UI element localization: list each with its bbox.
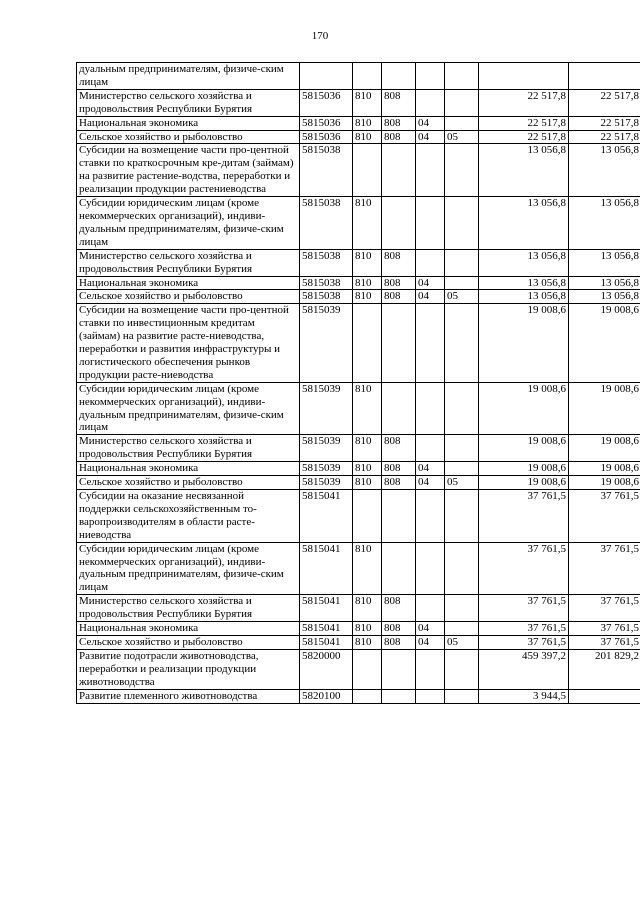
table-row — [77, 144, 640, 197]
expense-type-cell: 808 — [382, 89, 416, 116]
section-cell: 04 — [416, 116, 445, 130]
amount-2-cell: 22 517,8 — [569, 89, 640, 116]
target-code-cell: 5815039 — [300, 382, 353, 435]
table-row — [77, 382, 640, 435]
target-code-cell: 5815039 — [300, 462, 353, 476]
expense-type-cell: 808 — [382, 476, 416, 490]
table-row — [77, 622, 640, 636]
table-row — [77, 249, 640, 276]
amount-1-cell: 13 056,8 — [479, 249, 569, 276]
ministry-code-cell — [353, 689, 382, 703]
expense-type-cell: 808 — [382, 249, 416, 276]
section-cell: 04 — [416, 290, 445, 304]
ministry-code-cell — [353, 144, 382, 197]
subsection-cell — [445, 689, 479, 703]
amount-1-cell: 22 517,8 — [479, 130, 569, 144]
amount-2-cell: 19 008,6 — [569, 304, 640, 382]
target-code-cell: 5815038 — [300, 276, 353, 290]
ministry-code-cell: 810 — [353, 435, 382, 462]
section-cell — [416, 649, 445, 689]
table-row — [77, 130, 640, 144]
item-name-cell: Развитие племенного животноводства — [77, 689, 300, 703]
section-cell: 04 — [416, 622, 445, 636]
amount-1-cell: 37 761,5 — [479, 490, 569, 543]
amount-2-cell: 13 056,8 — [569, 197, 640, 250]
target-code-cell: 5815038 — [300, 249, 353, 276]
amount-2-cell: 13 056,8 — [569, 144, 640, 197]
amount-1-cell: 13 056,8 — [479, 276, 569, 290]
section-cell: 04 — [416, 635, 445, 649]
item-name-cell: Национальная экономика — [77, 622, 300, 636]
ministry-code-cell — [353, 304, 382, 382]
subsection-cell — [445, 622, 479, 636]
amount-1-cell — [479, 63, 569, 90]
expense-type-cell: 808 — [382, 130, 416, 144]
amount-2-cell: 13 056,8 — [569, 290, 640, 304]
item-name-cell: Министерство сельского хозяйства и продовольствия Республики Бурятия — [77, 435, 300, 462]
amount-1-cell: 13 056,8 — [479, 144, 569, 197]
expense-type-cell — [382, 542, 416, 595]
section-cell — [416, 595, 445, 622]
expense-type-cell: 808 — [382, 622, 416, 636]
ministry-code-cell: 810 — [353, 290, 382, 304]
target-code-cell: 5815036 — [300, 89, 353, 116]
ministry-code-cell: 810 — [353, 130, 382, 144]
section-cell — [416, 89, 445, 116]
ministry-code-cell: 810 — [353, 197, 382, 250]
subsection-cell — [445, 63, 479, 90]
expense-type-cell — [382, 649, 416, 689]
amount-1-cell: 37 761,5 — [479, 595, 569, 622]
target-code-cell: 5815039 — [300, 304, 353, 382]
ministry-code-cell: 810 — [353, 622, 382, 636]
amount-1-cell: 13 056,8 — [479, 197, 569, 250]
amount-2-cell: 19 008,6 — [569, 462, 640, 476]
table-row — [77, 542, 640, 595]
ministry-code-cell — [353, 63, 382, 90]
expense-type-cell: 808 — [382, 276, 416, 290]
amount-2-cell — [569, 689, 640, 703]
subsection-cell — [445, 435, 479, 462]
subsection-cell — [445, 144, 479, 197]
ministry-code-cell: 810 — [353, 476, 382, 490]
target-code-cell: 5815038 — [300, 197, 353, 250]
section-cell — [416, 689, 445, 703]
amount-2-cell — [569, 63, 640, 90]
ministry-code-cell: 810 — [353, 542, 382, 595]
item-name-cell: дуальным предпринимателям, физиче-ским лицам — [77, 63, 300, 90]
target-code-cell: 5815041 — [300, 622, 353, 636]
expense-type-cell: 808 — [382, 462, 416, 476]
target-code-cell: 5820000 — [300, 649, 353, 689]
subsection-cell — [445, 490, 479, 543]
target-code-cell: 5820100 — [300, 689, 353, 703]
ministry-code-cell — [353, 490, 382, 543]
expense-type-cell — [382, 490, 416, 543]
expense-type-cell: 808 — [382, 635, 416, 649]
target-code-cell: 5815039 — [300, 435, 353, 462]
amount-1-cell: 13 056,8 — [479, 290, 569, 304]
subsection-cell — [445, 249, 479, 276]
section-cell: 04 — [416, 276, 445, 290]
ministry-code-cell: 810 — [353, 595, 382, 622]
section-cell — [416, 144, 445, 197]
section-cell — [416, 542, 445, 595]
subsection-cell — [445, 595, 479, 622]
item-name-cell: Субсидии юридическим лицам (кроме некоммерческих организаций), индиви-дуальным предпринимателям, физиче-ским лицам — [77, 197, 300, 250]
amount-2-cell: 37 761,5 — [569, 542, 640, 595]
amount-2-cell: 19 008,6 — [569, 476, 640, 490]
subsection-cell — [445, 304, 479, 382]
expense-type-cell: 808 — [382, 595, 416, 622]
ministry-code-cell: 810 — [353, 116, 382, 130]
section-cell — [416, 382, 445, 435]
ministry-code-cell: 810 — [353, 89, 382, 116]
amount-1-cell: 37 761,5 — [479, 635, 569, 649]
section-cell — [416, 63, 445, 90]
amount-2-cell: 37 761,5 — [569, 490, 640, 543]
expense-type-cell: 808 — [382, 435, 416, 462]
subsection-cell — [445, 276, 479, 290]
subsection-cell: 05 — [445, 130, 479, 144]
section-cell — [416, 249, 445, 276]
table-body — [77, 63, 640, 704]
amount-1-cell: 19 008,6 — [479, 382, 569, 435]
ministry-code-cell: 810 — [353, 276, 382, 290]
amount-1-cell: 22 517,8 — [479, 89, 569, 116]
expense-type-cell — [382, 144, 416, 197]
item-name-cell: Сельское хозяйство и рыболовство — [77, 476, 300, 490]
item-name-cell: Сельское хозяйство и рыболовство — [77, 290, 300, 304]
table-row — [77, 276, 640, 290]
item-name-cell: Субсидии на оказание несвязанной поддержки сельскохозяйственным то-варопроизводителям в области расте-ниеводства — [77, 490, 300, 543]
section-cell — [416, 197, 445, 250]
table-row — [77, 689, 640, 703]
target-code-cell: 5815041 — [300, 595, 353, 622]
amount-1-cell: 19 008,6 — [479, 435, 569, 462]
target-code-cell: 5815041 — [300, 490, 353, 543]
subsection-cell — [445, 462, 479, 476]
target-code-cell: 5815036 — [300, 130, 353, 144]
subsection-cell: 05 — [445, 476, 479, 490]
amount-2-cell: 13 056,8 — [569, 276, 640, 290]
section-cell: 04 — [416, 130, 445, 144]
amount-2-cell: 19 008,6 — [569, 435, 640, 462]
item-name-cell: Развитие подотрасли животноводства, переработки и реализации продукции животноводства — [77, 649, 300, 689]
amount-2-cell: 37 761,5 — [569, 595, 640, 622]
section-cell: 04 — [416, 462, 445, 476]
section-cell — [416, 435, 445, 462]
target-code-cell: 5815036 — [300, 116, 353, 130]
subsection-cell — [445, 382, 479, 435]
item-name-cell: Национальная экономика — [77, 276, 300, 290]
amount-2-cell: 13 056,8 — [569, 249, 640, 276]
page-number: 170 — [311, 30, 329, 42]
item-name-cell: Национальная экономика — [77, 462, 300, 476]
table-row — [77, 490, 640, 543]
expense-type-cell — [382, 197, 416, 250]
subsection-cell — [445, 542, 479, 595]
expense-type-cell — [382, 63, 416, 90]
target-code-cell: 5815039 — [300, 476, 353, 490]
expense-type-cell — [382, 382, 416, 435]
amount-1-cell: 19 008,6 — [479, 462, 569, 476]
item-name-cell: Субсидии на возмещение части про-центной ставки по инвестиционным кредитам (займам) на развитие расте-ниеводства, переработки и развития инфраструктуры и логистического обеспечения рынков продукции расте-ниеводства — [77, 304, 300, 382]
amount-1-cell: 19 008,6 — [479, 476, 569, 490]
section-cell — [416, 304, 445, 382]
amount-2-cell: 37 761,5 — [569, 622, 640, 636]
budget-table — [76, 62, 640, 704]
expense-type-cell — [382, 689, 416, 703]
subsection-cell — [445, 649, 479, 689]
section-cell: 04 — [416, 476, 445, 490]
subsection-cell — [445, 116, 479, 130]
ministry-code-cell — [353, 649, 382, 689]
item-name-cell: Министерство сельского хозяйства и продовольствия Республики Бурятия — [77, 249, 300, 276]
item-name-cell: Министерство сельского хозяйства и продовольствия Республики Бурятия — [77, 595, 300, 622]
amount-1-cell: 37 761,5 — [479, 622, 569, 636]
amount-1-cell: 459 397,2 — [479, 649, 569, 689]
amount-2-cell: 22 517,8 — [569, 116, 640, 130]
item-name-cell: Сельское хозяйство и рыболовство — [77, 130, 300, 144]
amount-2-cell: 22 517,8 — [569, 130, 640, 144]
subsection-cell: 05 — [445, 635, 479, 649]
table-row — [77, 89, 640, 116]
amount-1-cell: 3 944,5 — [479, 689, 569, 703]
target-code-cell — [300, 63, 353, 90]
subsection-cell — [445, 89, 479, 116]
ministry-code-cell: 810 — [353, 462, 382, 476]
table-row — [77, 462, 640, 476]
table-row — [77, 197, 640, 250]
ministry-code-cell: 810 — [353, 635, 382, 649]
table-row — [77, 476, 640, 490]
amount-2-cell: 37 761,5 — [569, 635, 640, 649]
section-cell — [416, 490, 445, 543]
expense-type-cell: 808 — [382, 290, 416, 304]
table-row — [77, 435, 640, 462]
table-row — [77, 290, 640, 304]
amount-2-cell: 19 008,6 — [569, 382, 640, 435]
amount-1-cell: 22 517,8 — [479, 116, 569, 130]
table-row — [77, 63, 640, 90]
item-name-cell: Субсидии на возмещение части про-центной ставки по краткосрочным кре-дитам (займам) на развитие растение-водства, переработки и реализации продукции растениеводства — [77, 144, 300, 197]
expense-type-cell: 808 — [382, 116, 416, 130]
item-name-cell: Министерство сельского хозяйства и продовольствия Республики Бурятия — [77, 89, 300, 116]
table-row — [77, 649, 640, 689]
ministry-code-cell: 810 — [353, 382, 382, 435]
amount-2-cell: 201 829,2 — [569, 649, 640, 689]
amount-1-cell: 37 761,5 — [479, 542, 569, 595]
table-row — [77, 116, 640, 130]
amount-1-cell: 19 008,6 — [479, 304, 569, 382]
subsection-cell: 05 — [445, 290, 479, 304]
target-code-cell: 5815041 — [300, 542, 353, 595]
table-row — [77, 595, 640, 622]
expense-type-cell — [382, 304, 416, 382]
target-code-cell: 5815041 — [300, 635, 353, 649]
item-name-cell: Национальная экономика — [77, 116, 300, 130]
target-code-cell: 5815038 — [300, 290, 353, 304]
table-row — [77, 304, 640, 382]
target-code-cell: 5815038 — [300, 144, 353, 197]
ministry-code-cell: 810 — [353, 249, 382, 276]
item-name-cell: Сельское хозяйство и рыболовство — [77, 635, 300, 649]
subsection-cell — [445, 197, 479, 250]
item-name-cell: Субсидии юридическим лицам (кроме некоммерческих организаций), индиви-дуальным предпринимателям, физиче-ским лицам — [77, 542, 300, 595]
item-name-cell: Субсидии юридическим лицам (кроме некоммерческих организаций), индиви-дуальным предпринимателям, физиче-ским лицам — [77, 382, 300, 435]
table-row — [77, 635, 640, 649]
